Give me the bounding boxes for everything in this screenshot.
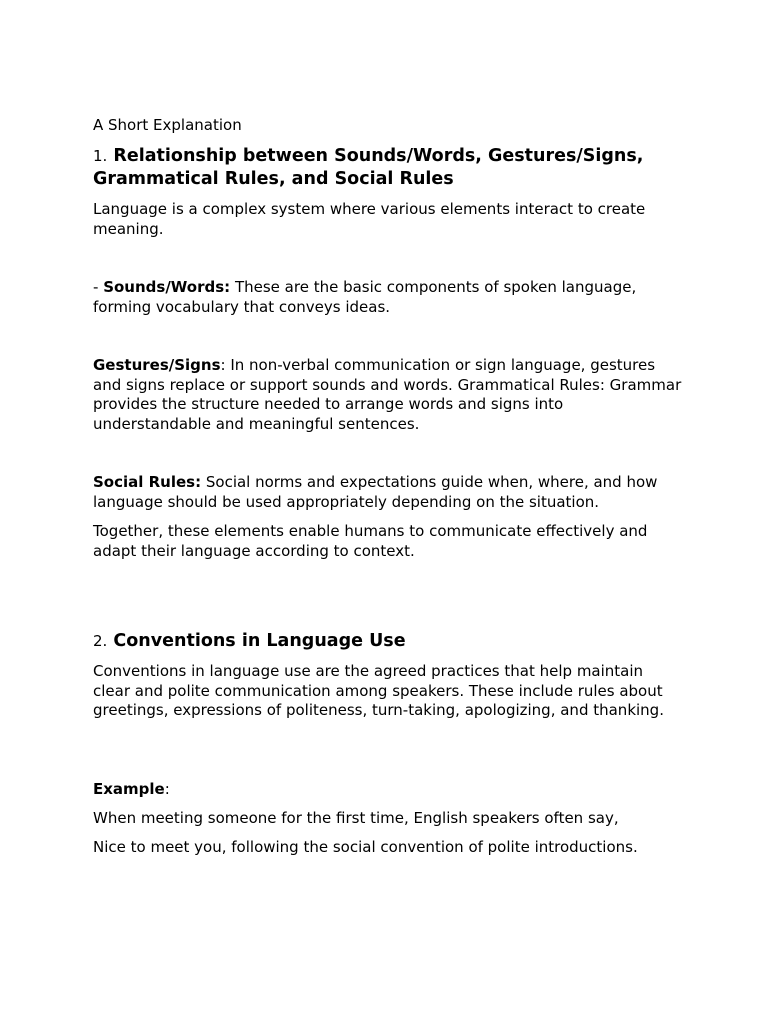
section-1-heading	[93, 145, 683, 190]
section-1-title: Relationship between Sounds/Words, Gestures/Signs, Grammatical Rules, and Social Rules	[93, 146, 644, 189]
example-colon: :	[164, 780, 170, 798]
gestures-label: Gestures/Signs	[93, 356, 221, 374]
sounds-label: Sounds/Words:	[103, 278, 231, 296]
section-2-heading	[93, 630, 683, 653]
section-1-number: 1.	[93, 147, 108, 165]
sounds-prefix: -	[93, 278, 104, 296]
sounds-paragraph	[93, 278, 683, 317]
document-subtitle: A Short Explanation	[93, 116, 242, 134]
gestures-text: : In non-verbal communication or sign language, gestures and signs replace or support sounds and words. Grammatical Rules: Grammar provides the structure needed to arrange words and signs into understandable and meaningful sentences.	[93, 356, 682, 433]
section-2-title: Conventions in Language Use	[113, 631, 406, 651]
example-heading	[93, 780, 683, 800]
social-text: Social norms and expectations guide when, where, and how language should be used appropriately depending on the situation.	[93, 473, 658, 511]
sounds-text: These are the basic components of spoken language, forming vocabulary that conveys ideas.	[93, 278, 637, 316]
gestures-paragraph	[93, 356, 683, 434]
section-1-intro: Language is a complex system where various elements interact to create meaning.	[93, 200, 646, 238]
social-paragraph	[93, 473, 683, 512]
together-paragraph: Together, these elements enable humans to communicate effectively and adapt their language according to context.	[93, 522, 648, 560]
social-label: Social Rules:	[93, 473, 202, 491]
section-2-number: 2.	[93, 632, 108, 650]
example-line-2: Nice to meet you, following the social convention of polite introductions.	[93, 838, 638, 856]
section-2-intro: Conventions in language use are the agreed practices that help maintain clear and polite communication among speakers. These include rules about greetings, expressions of politeness, turn-taking, apologizing, and thanking.	[93, 662, 664, 719]
example-line-1: When meeting someone for the first time, English speakers often say,	[93, 809, 619, 827]
example-label: Example	[93, 780, 165, 798]
